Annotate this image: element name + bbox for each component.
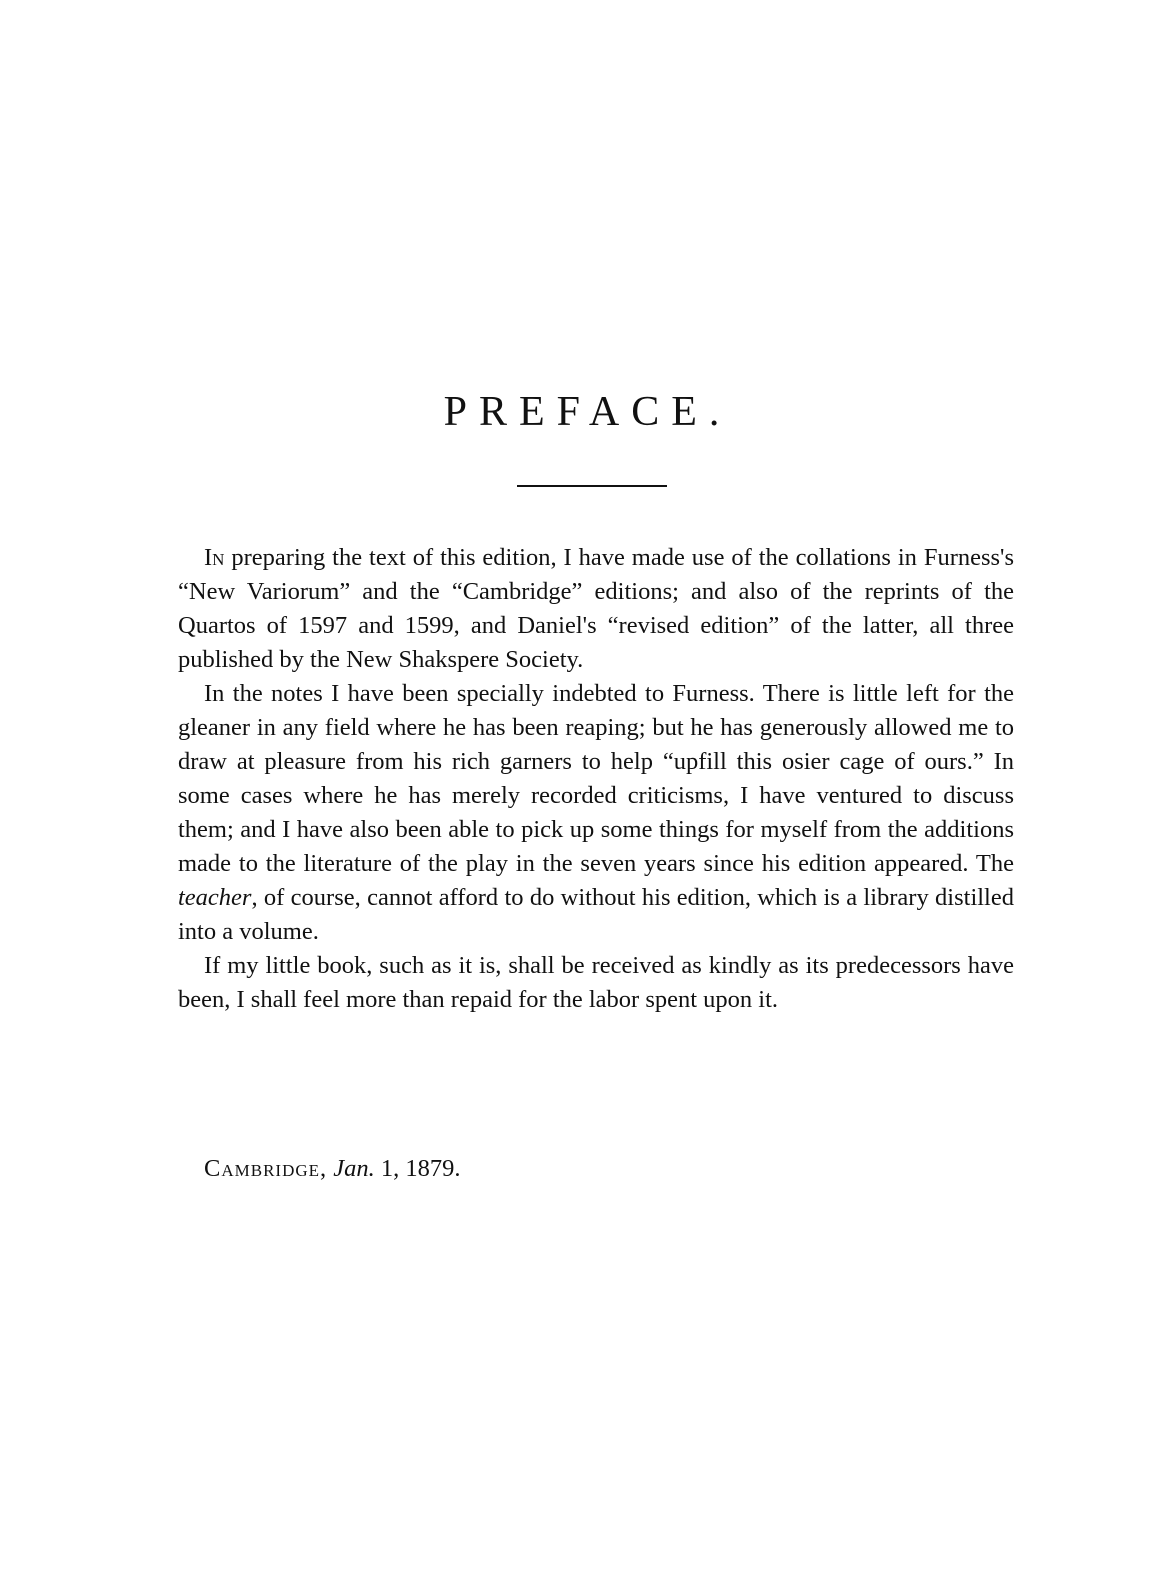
paragraph-1-text: preparing the text of this edition, I have made use of the collations in Furness's “New Variorum” and the “Cambridge” editions; and also of the reprints of the Quartos of 1597 and 1599, and Daniel's “revised edition” of the latter, all three published by the New Shakspere Society.	[178, 544, 1014, 673]
paragraph-2-emphasis: teacher	[178, 884, 252, 911]
paragraph-3	[178, 949, 1014, 1017]
paragraph-1	[178, 541, 1014, 677]
paragraph-1-lead: In	[204, 544, 225, 571]
paragraph-2	[178, 677, 1014, 949]
signoff-month: Jan.	[333, 1155, 375, 1182]
paragraph-2-text-before: In the notes I have been specially indebted to Furness. There is little left for the gleaner in any field where he has been reaping; but he has generously allowed me to draw at pleasure from his rich garners to help “upfill this osier cage of ours.” In some cases where he has merely recorded criticisms, I have ventured to discuss them; and I have also been able to pick up some things for myself from the additions made to the literature of the play in the seven years since his edition appeared. The	[178, 680, 1014, 877]
preface-body	[178, 541, 1014, 1017]
title-rule	[517, 485, 667, 487]
page-title: PREFACE.	[443, 389, 732, 435]
signoff-date: 1, 1879.	[374, 1155, 461, 1182]
paragraph-3-text: If my little book, such as it is, shall be received as kindly as its predecessors have been, I shall feel more than repaid for the labor spent upon it.	[178, 952, 1014, 1013]
paragraph-2-text-after: , of course, cannot afford to do without his edition, which is a library distilled into a volume.	[178, 884, 1014, 945]
signoff-place: Cambridge,	[204, 1155, 328, 1182]
signoff	[204, 1152, 461, 1186]
